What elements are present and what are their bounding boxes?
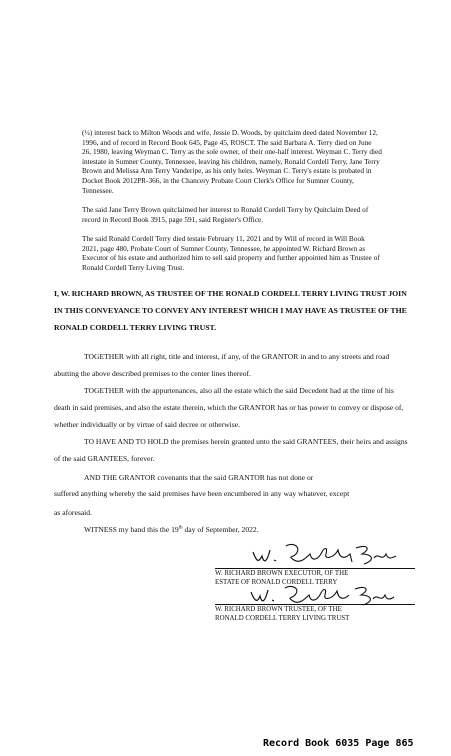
- trustee-trust-name: RONALD CORDELL TERRY LIVING TRUST: [215, 615, 350, 622]
- paragraph-habendum: TO HAVE AND TO HOLD the premises herein granted unto the said GRANTEES, their heirs and assigns of the said GRANTEES, forever.: [54, 437, 408, 463]
- trustee-signature-block: [215, 604, 415, 623]
- paragraph-prior-title: (½) interest back to Milton Woods and wife, Jessie D. Woods, by quitclaim deed dated November 12, 1996, and of record in Record Book 645, Page 45, ROSCT. The said Barbara A. Terry died on June 26, 1980, leaving Weyman C. Terry as the sole owner, of their one-half interest. Weyman C. Terry died intestate in Sumner County, Tennessee, leaving his children, namely, Ronald Cordell Terry, Jane Terry Brown and Melissa Ann Terry Vanderipe, as his only heirs. Weyman C. Terry's estate is probated in Docket Book 2012PR-366, in the Chancery Probate Court Clerk's Office for Sumner County, Tennessee.: [82, 128, 382, 195]
- executor-handwritten-signature: [248, 540, 398, 570]
- paragraph-covenant-line2: suffered anything whereby the said premises have been encumbered in any way whatever, except: [54, 489, 350, 498]
- paragraph-covenant-line3: as aforesaid.: [54, 508, 92, 517]
- witness-text-start: WITNESS my hand this the 19: [84, 525, 179, 534]
- witness-clause: [84, 524, 442, 535]
- executor-estate-name: ESTATE OF RONALD CORDELL TERRY: [215, 579, 338, 586]
- trustee-name-title: W. RICHARD BROWN TRUSTEE, OF THE: [215, 606, 342, 613]
- trustee-joinder-statement: I, W. RICHARD BROWN, AS TRUSTEE OF THE RONALD CORDELL TERRY LIVING TRUST JOIN IN THIS CONVEYANCE TO CONVEY ANY INTEREST WHICH I MAY HAVE AS TRUSTEE OF THE RONALD CORDELL TERRY LIVING TRUST.: [54, 289, 407, 332]
- paragraph-will: The said Ronald Cordell Terry died testate February 11, 2021 and by Will of record in Will Book 2021, page 480, Probate Court of Sumner County, Tennessee, he appointed W. Richard Brown as Executor of his estate and authorized him to sell said property and further appointed him as Trustee of Ronald Cordell Terry Living Trust.: [82, 234, 380, 272]
- witness-text-end: day of September, 2022.: [182, 525, 259, 534]
- paragraph-appurtenances: TOGETHER with the appurtenances, also all the estate which the said Decedent had at the time of his death in said premises, and also the estate therein, which the GRANTOR has or has power to convey or dispose of, whether individually or by virtue of said decree or otherwise.: [54, 386, 404, 429]
- witness-ordinal-suffix: th: [178, 525, 183, 531]
- paragraph-covenant-line1: AND THE GRANTOR covenants that the said GRANTOR has not done or: [84, 473, 314, 482]
- record-book-stamp: Record Book 6035 Page 865: [263, 738, 414, 749]
- executor-name-title: W. RICHARD BROWN EXECUTOR, OF THE: [215, 570, 349, 577]
- paragraph-streets: TOGETHER with all right, title and interest, if any, of the GRANTOR in and to any streets and road abutting the above described premises to the center lines thereof.: [54, 352, 390, 378]
- paragraph-quitclaim: The said Jane Terry Brown quitclaimed her interest to Ronald Cordell Terry by Quitclaim Deed of record in Record Book 3915, page 591, said Register's Office.: [82, 205, 369, 224]
